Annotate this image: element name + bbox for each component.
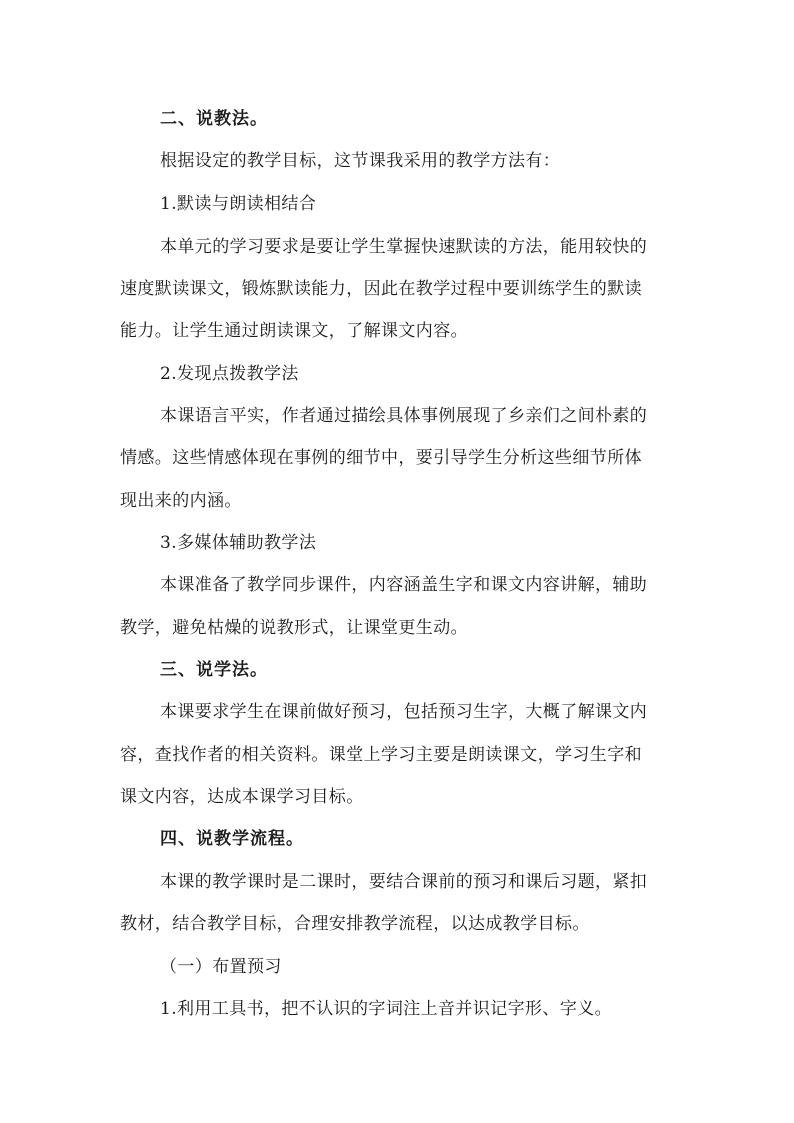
subsection-heading: （一）布置预习 [160, 957, 282, 977]
section-heading-teaching-process: 四、说教学流程。 [160, 829, 304, 849]
section-heading-teaching-method: 二、说教法。 [160, 109, 268, 129]
paragraph-line: 情感。这些情感体现在事例的细节中，要引导学生分析这些细节所体 [120, 448, 642, 468]
paragraph-line: 能力。让学生通过朗读课文，了解课文内容。 [120, 321, 468, 341]
paragraph-line: 容，查找作者的相关资料。课堂上学习主要是朗读课文，学习生字和 [120, 745, 642, 765]
paragraph-line: 根据设定的教学目标，这节课我采用的教学方法有： [160, 151, 561, 171]
list-item-heading: 2.发现点拨教学法 [160, 364, 299, 384]
section-heading-learning-method: 三、说学法。 [160, 660, 268, 680]
list-item-heading: 3.多媒体辅助教学法 [160, 533, 317, 553]
paragraph-line: 速度默读课文，锻炼默读能力，因此在教学过程中要训练学生的默读 [120, 279, 642, 299]
list-item: 1.利用工具书，把不认识的字词注上音并识记字形、字义。 [160, 999, 613, 1019]
paragraph-line: 本课要求学生在课前做好预习，包括预习生字，大概了解课文内 [160, 702, 648, 722]
paragraph-line: 本单元的学习要求是要让学生掌握快速默读的方法，能用较快的 [160, 237, 648, 257]
paragraph-line: 现出来的内涵。 [120, 491, 242, 511]
paragraph-line: 教学，避免枯燥的说教形式，让课堂更生动。 [120, 618, 468, 638]
paragraph-line: 本课准备了教学同步课件，内容涵盖生字和课文内容讲解，辅助 [160, 575, 648, 595]
paragraph-line: 本课的教学课时是二课时，要结合课前的预习和课后习题，紧扣 [160, 872, 648, 892]
paragraph-line: 本课语言平实，作者通过描绘具体事例展现了乡亲们之间朴素的 [160, 406, 648, 426]
list-item-heading: 1.默读与朗读相结合 [160, 194, 317, 214]
paragraph-line: 教材，结合教学目标，合理安排教学流程，以达成教学目标。 [120, 914, 590, 934]
paragraph-line: 课文内容，达成本课学习目标。 [120, 787, 364, 807]
